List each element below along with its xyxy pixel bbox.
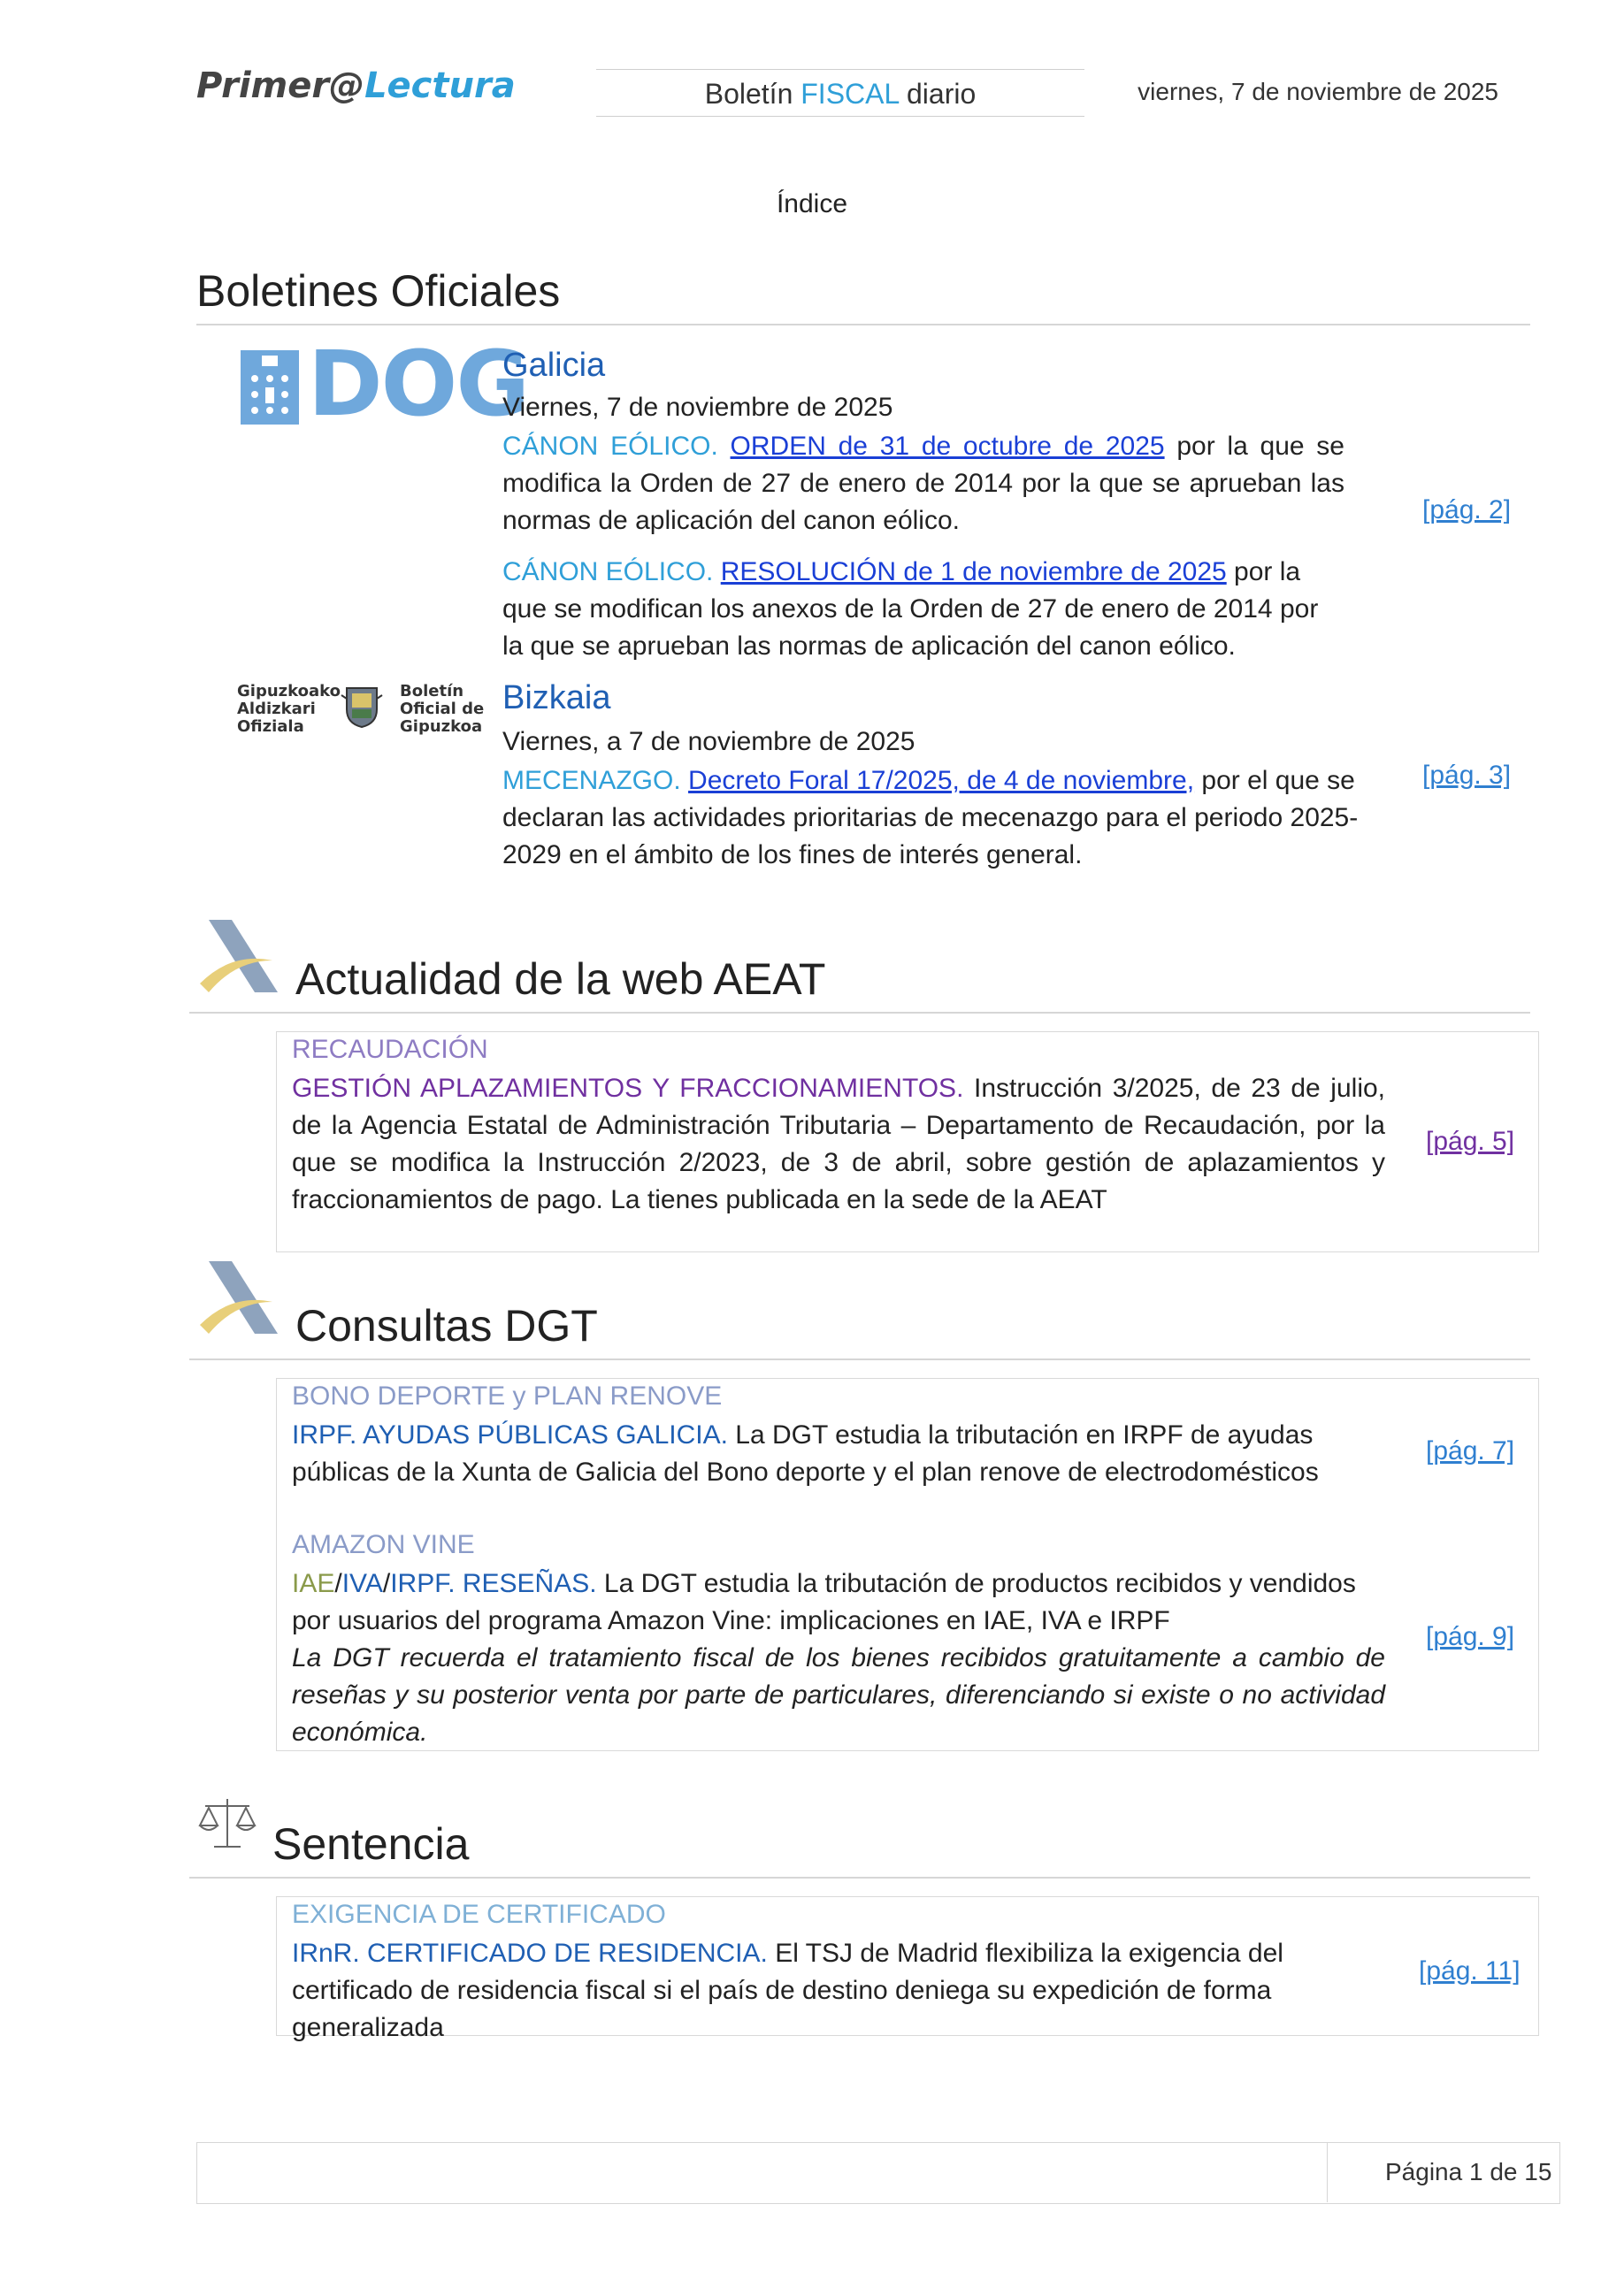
page-link-bizkaia[interactable]: [pág. 3] <box>1422 761 1512 790</box>
section-divider <box>189 1877 1530 1879</box>
item-keyword-irpf: IRPF. RESEÑAS. <box>390 1569 597 1598</box>
logo-line: Oficial de <box>400 700 485 718</box>
logo-line: Gipuzkoako <box>237 682 341 700</box>
index-heading: Índice <box>776 189 848 218</box>
item-keyword: GESTIÓN APLAZAMIENTOS Y FRACCIONAMIENTOS. <box>292 1074 964 1103</box>
item-text: Instrucción 3/2025, de 23 de julio, de la Agencia Estatal de Administración Tributaria – Departamento de Recaudación, por la que se modifica la Instrucción 2/2023, de 3 de abril, sobre gestión de aplazamientos y fraccionamientos de pago. La tienes publicada en la sede de la AEAT <box>292 1074 1385 1214</box>
logo-line: Gipuzkoa <box>400 717 483 736</box>
item-text: La DGT estudia la tributación en IRPF de ayudas públicas de la Xunta de Galicia del Bono deporte y el plan renove de electrodomésticos <box>292 1420 1319 1487</box>
footer-divider <box>1327 2142 1328 2202</box>
item-keyword: CÁNON EÓLICO. <box>502 557 714 586</box>
section-divider <box>189 1012 1530 1014</box>
item-keyword: IRnR. CERTIFICADO DE RESIDENCIA. <box>292 1939 768 1968</box>
item-separator: / <box>382 1569 391 1598</box>
section-title-dgt: Consultas DGT <box>295 1301 598 1351</box>
bizkaia-decreto-link[interactable]: Decreto Foral 17/2025, de 4 de noviembre, <box>688 766 1195 795</box>
logo-line: Ofiziala <box>237 717 304 736</box>
bizkaia-item <box>502 762 1373 874</box>
dog-emblem-icon <box>241 350 299 425</box>
section-title-boletines: Boletines Oficiales <box>196 266 561 316</box>
logo-line: Aldizkari <box>237 700 316 718</box>
item-keyword: IRPF. AYUDAS PÚBLICAS GALICIA. <box>292 1420 728 1450</box>
title-highlight: FISCAL <box>801 78 900 110</box>
item-keyword-iva: IVA <box>341 1569 383 1598</box>
dgt-item-1 <box>292 1417 1385 1491</box>
item-text: La DGT estudia la tributación de productos recibidos y vendidos por usuarios del programa Amazon Vine: implicaciones en IAE, IVA e IRPF <box>292 1569 1356 1635</box>
item-separator: / <box>334 1569 342 1598</box>
region-galicia: Galicia <box>502 347 606 384</box>
item-text: por la que se modifican los anexos de la Orden de 27 de enero de 2014 por la que se aprueban las normas de aplicación del canon eólico. <box>502 557 1319 661</box>
footer-box <box>196 2142 1560 2204</box>
gipuzkoa-logo-left <box>237 683 341 736</box>
item-text: El TSJ de Madrid flexibiliza la exigencia del certificado de residencia fiscal si el país de destino deniega su expedición de forma generalizada <box>292 1939 1283 2042</box>
dgt-item-2-summary: La DGT recuerda el tratamiento fiscal de los bienes recibidos gratuitamente a cambio de reseñas y su posterior venta por parte de particulares, diferenciando si existe o no actividad económica. <box>292 1643 1385 1747</box>
galicia-resolucion-link[interactable]: RESOLUCIÓN de 1 de noviembre de 2025 <box>720 557 1227 586</box>
scales-of-justice-icon <box>196 1794 258 1856</box>
item-text: por el que se declaran las actividades prioritarias de mecenazgo para el periodo 2025-2029 en el ámbito de los fines de interés general. <box>502 766 1359 869</box>
page-link-dgt-2[interactable]: [pág. 9] <box>1426 1622 1515 1651</box>
page-number: Página 1 de 15 <box>1385 2158 1552 2185</box>
bizkaia-date: Viernes, a 7 de noviembre de 2025 <box>502 727 915 756</box>
section-divider <box>196 324 1530 325</box>
aeat-item <box>292 1070 1385 1219</box>
page-link-dgt-1[interactable]: [pág. 7] <box>1426 1436 1515 1466</box>
gipuzkoa-shield-icon <box>338 683 386 731</box>
dgt-item2-category: AMAZON VINE <box>292 1530 475 1559</box>
page-link-sentencia[interactable]: [pág. 11] <box>1419 1956 1521 1986</box>
page-link-aeat[interactable]: [pág. 5] <box>1426 1127 1515 1156</box>
section-title-aeat: Actualidad de la web AEAT <box>295 954 826 1004</box>
item-keyword: CÁNON EÓLICO. <box>502 432 718 461</box>
galicia-item-2 <box>502 554 1344 665</box>
brand-logo-part2: Lectura <box>364 65 516 106</box>
sentencia-item <box>292 1935 1385 2047</box>
newsletter-title <box>596 69 1084 117</box>
page-link-galicia[interactable]: [pág. 2] <box>1422 495 1512 524</box>
brand-logo-part1: Primer@ <box>196 65 365 106</box>
title-post: diario <box>899 78 977 110</box>
brand-logo <box>196 65 516 106</box>
region-bizkaia: Bizkaia <box>502 679 611 716</box>
gipuzkoa-logo-right <box>400 683 484 736</box>
galicia-item-1 <box>502 428 1344 540</box>
aeat-logo-icon <box>196 916 285 996</box>
galicia-orden-link[interactable]: ORDEN de 31 de octubre de 2025 <box>730 432 1165 461</box>
section-title-sentencia: Sentencia <box>272 1819 470 1869</box>
aeat-category: RECAUDACIÓN <box>292 1035 488 1064</box>
dog-logo-text: DOG <box>308 332 529 437</box>
title-pre: Boletín <box>704 78 801 110</box>
sentencia-category: EXIGENCIA DE CERTIFICADO <box>292 1900 666 1929</box>
item-keyword: MECENAZGO. <box>502 766 681 795</box>
header-date: viernes, 7 de noviembre de 2025 <box>1138 78 1498 105</box>
galicia-date: Viernes, 7 de noviembre de 2025 <box>502 393 893 422</box>
dgt-item-2 <box>292 1565 1385 1640</box>
item-text: por la que se modifica la Orden de 27 de enero de 2014 por la que se aprueban las normas de aplicación del canon eólico. <box>502 432 1344 535</box>
logo-line: Boletín <box>400 682 464 700</box>
item-keyword-iae: IAE <box>292 1569 335 1598</box>
dgt-logo-icon <box>196 1258 285 1337</box>
section-divider <box>189 1358 1530 1360</box>
dgt-item1-category: BONO DEPORTE y PLAN RENOVE <box>292 1381 723 1411</box>
